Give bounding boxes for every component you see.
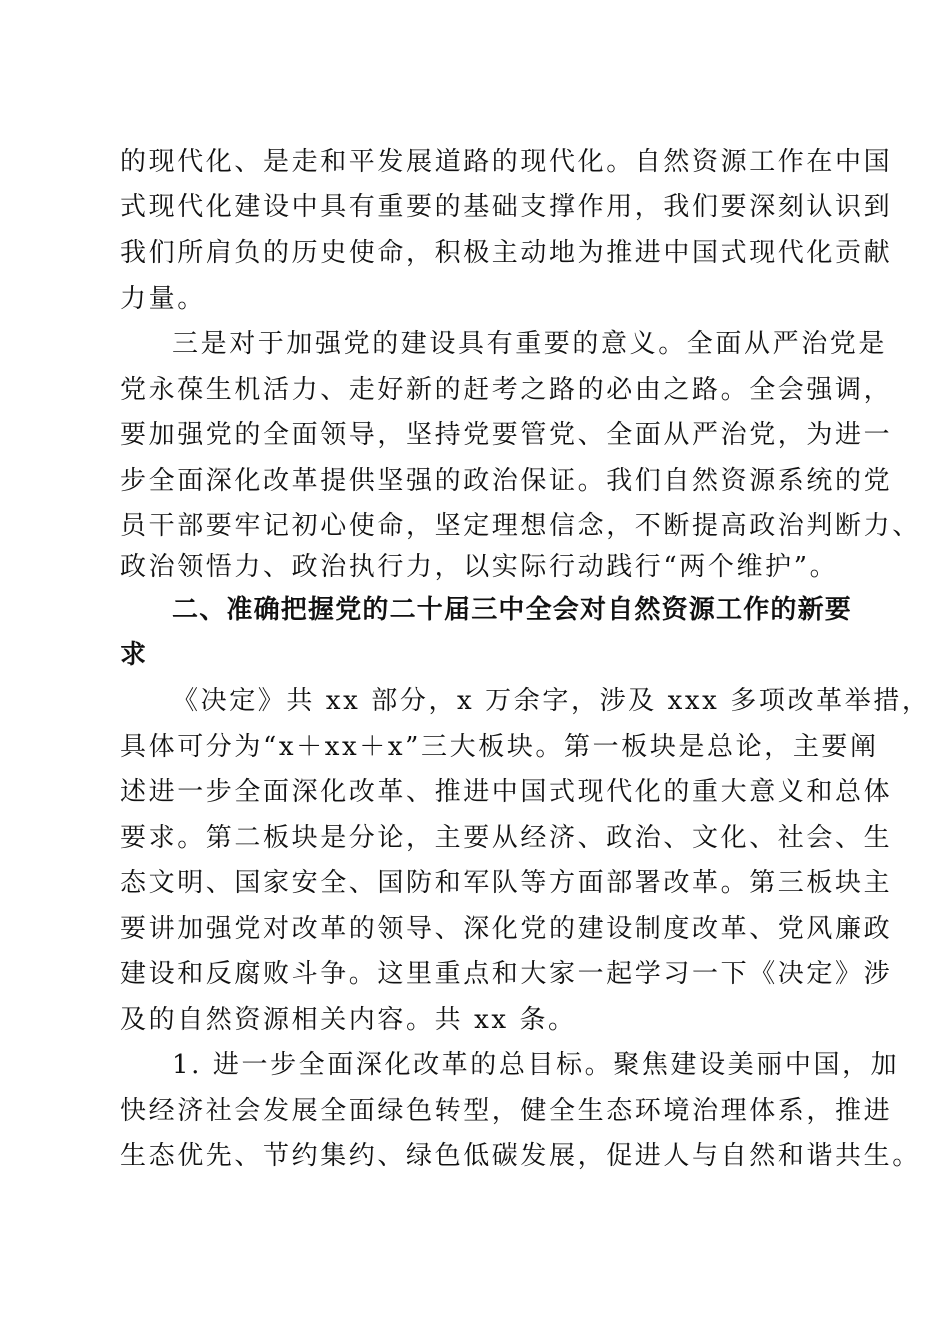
text-line: 态文明、国家安全、国防和军队等方面部署改革。第三板块主: [120, 868, 893, 898]
text-line: 式现代化建设中具有重要的基础支撑作用，我们要深刻认识到: [120, 192, 893, 222]
section-heading: 求: [120, 640, 148, 670]
text-line: 快经济社会发展全面绿色转型，健全生态环境治理体系，推进: [120, 1096, 893, 1126]
text-line: 1. 进一步全面深化改革的总目标。聚焦建设美丽中国，加: [172, 1050, 900, 1080]
text-line: 要求。第二板块是分论，主要从经济、政治、文化、社会、生: [120, 823, 893, 853]
text-line: 力量。: [120, 284, 206, 314]
section-heading: 二、准确把握党的二十届三中全会对自然资源工作的新要: [172, 595, 853, 625]
text-line: 《决定》共 xx 部分，x 万余字，涉及 xxx 多项改革举措，: [172, 686, 931, 716]
text-line: 要加强党的全面领导，坚持党要管党、全面从严治党，为进一: [120, 420, 893, 450]
text-line: 政治领悟力、政治执行力，以实际行动践行“两个维护”。: [120, 552, 839, 582]
text-line: 三是对于加强党的建设具有重要的意义。全面从严治党是: [172, 329, 888, 359]
text-line: 步全面深化改革提供坚强的政治保证。我们自然资源系统的党: [120, 466, 893, 496]
text-line: 生态优先、节约集约、绿色低碳发展，促进人与自然和谐共生。: [120, 1141, 921, 1171]
text-line: 员干部要牢记初心使命，坚定理想信念，不断提高政治判断力、: [120, 511, 921, 541]
text-line: 我们所肩负的历史使命，积极主动地为推进中国式现代化贡献: [120, 238, 893, 268]
text-line: 建设和反腐败斗争。这里重点和大家一起学习一下《决定》涉: [120, 959, 893, 989]
text-line: 述进一步全面深化改革、推进中国式现代化的重大意义和总体: [120, 777, 893, 807]
text-line: 党永葆生机活力、走好新的赶考之路的必由之路。全会强调，: [120, 375, 893, 405]
text-line: 具体可分为“x＋xx＋x”三大板块。第一板块是总论，主要阐: [120, 732, 879, 762]
text-line: 要讲加强党对改革的领导、深化党的建设制度改革、党风廉政: [120, 914, 893, 944]
text-line: 及的自然资源相关内容。共 xx 条。: [120, 1005, 577, 1035]
text-line: 的现代化、是走和平发展道路的现代化。自然资源工作在中国: [120, 147, 893, 177]
